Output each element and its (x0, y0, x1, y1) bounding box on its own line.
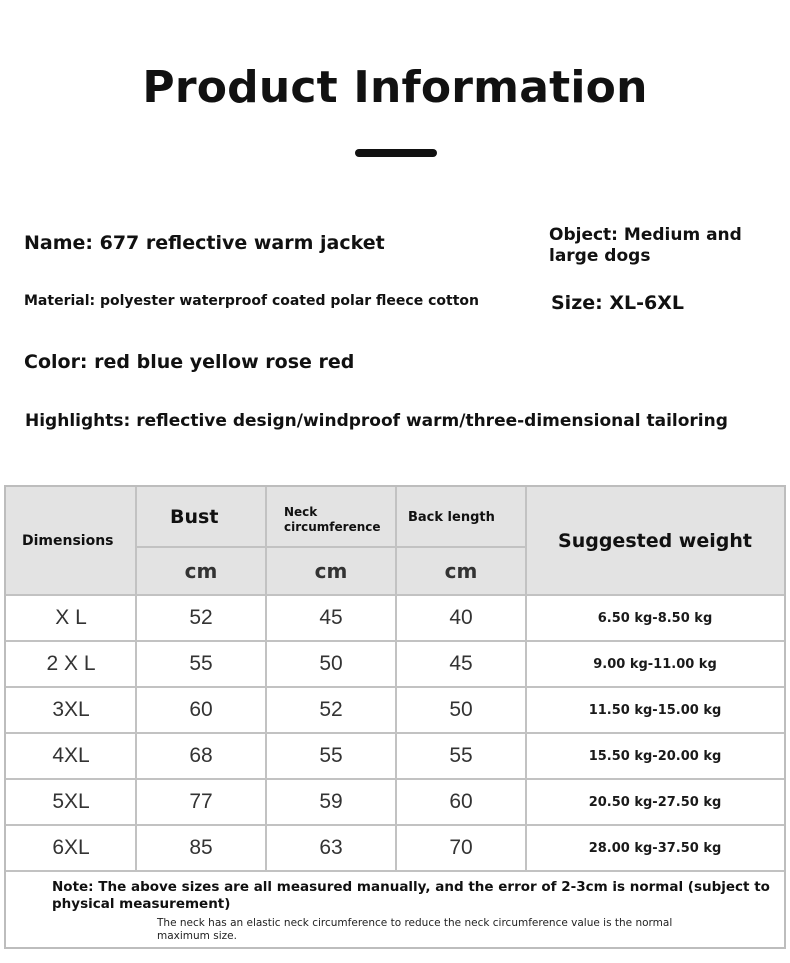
page-title: Product Information (142, 62, 648, 113)
grid-line (6, 640, 784, 642)
cell-neck: 45 (319, 606, 343, 629)
cell-suggested-weight: 11.50 kg-15.00 kg (588, 702, 722, 718)
product-color: Color: red blue yellow rose red (24, 351, 355, 373)
note-measurement: Note: The above sizes are all measured manually, and the error of 2-3cm is normal (subject to physical measurement) (52, 879, 770, 912)
cell-size: 4XL (52, 744, 90, 767)
size-chart-table (4, 485, 786, 949)
table-row (6, 687, 784, 733)
header-bust: Bust (170, 506, 219, 528)
product-object-line2: large dogs (549, 246, 651, 266)
grid-line (6, 686, 784, 688)
table-row (6, 825, 784, 871)
cell-neck: 63 (319, 836, 343, 859)
table-row (6, 779, 784, 825)
cell-suggested-weight: 6.50 kg-8.50 kg (597, 610, 713, 626)
cell-neck: 52 (319, 698, 343, 721)
header-neck-line1: Neck (284, 505, 318, 519)
cell-back-length: 40 (449, 606, 473, 629)
cell-bust: 77 (189, 790, 213, 813)
title-underline (355, 149, 437, 157)
header-back-length: Back length (408, 509, 495, 525)
table-row (6, 733, 784, 779)
cell-suggested-weight: 20.50 kg-27.50 kg (588, 794, 722, 810)
cell-back-length: 50 (449, 698, 473, 721)
grid-line (6, 778, 784, 780)
product-size: Size: XL-6XL (551, 292, 684, 314)
product-object-line1: Object: Medium and (549, 225, 742, 245)
header-neck-line2: circumference (284, 520, 381, 534)
cell-suggested-weight: 15.50 kg-20.00 kg (588, 748, 722, 764)
header-suggested-weight: Suggested weight (558, 529, 752, 552)
grid-line (6, 870, 784, 872)
cell-bust: 68 (189, 744, 213, 767)
cell-back-length: 55 (449, 744, 473, 767)
cell-bust: 52 (189, 606, 213, 629)
product-material: Material: polyester waterproof coated polar fleece cotton (24, 293, 479, 309)
cell-suggested-weight: 9.00 kg-11.00 kg (593, 656, 717, 672)
header-dimensions: Dimensions (22, 532, 114, 549)
cell-bust: 60 (189, 698, 213, 721)
cell-suggested-weight: 28.00 kg-37.50 kg (588, 840, 722, 856)
cell-size: 6XL (52, 836, 90, 859)
cell-back-length: 45 (449, 652, 473, 675)
grid-line (6, 732, 784, 734)
table-row (6, 595, 784, 641)
table-row (6, 641, 784, 687)
cell-neck: 59 (319, 790, 343, 813)
cell-neck: 55 (319, 744, 343, 767)
cell-back-length: 60 (449, 790, 473, 813)
unit-bust: cm (184, 558, 218, 583)
unit-neck: cm (314, 558, 348, 583)
cell-neck: 50 (319, 652, 343, 675)
grid-line (136, 546, 526, 548)
cell-size: X L (55, 606, 87, 629)
note-neck-elastic: The neck has an elastic neck circumference to reduce the neck circumference value is the normal maximum size. (157, 917, 673, 942)
product-highlights: Highlights: reflective design/windproof warm/three-dimensional tailoring (25, 411, 728, 431)
unit-back: cm (444, 558, 478, 583)
cell-size: 3XL (52, 698, 90, 721)
cell-size: 5XL (52, 790, 90, 813)
cell-size: 2 X L (46, 652, 96, 675)
product-name: Name: 677 reflective warm jacket (24, 232, 385, 254)
product-object (549, 225, 742, 267)
cell-bust: 85 (189, 836, 213, 859)
cell-back-length: 70 (449, 836, 473, 859)
grid-line (6, 824, 784, 826)
header-neck (266, 505, 396, 545)
cell-bust: 55 (189, 652, 213, 675)
